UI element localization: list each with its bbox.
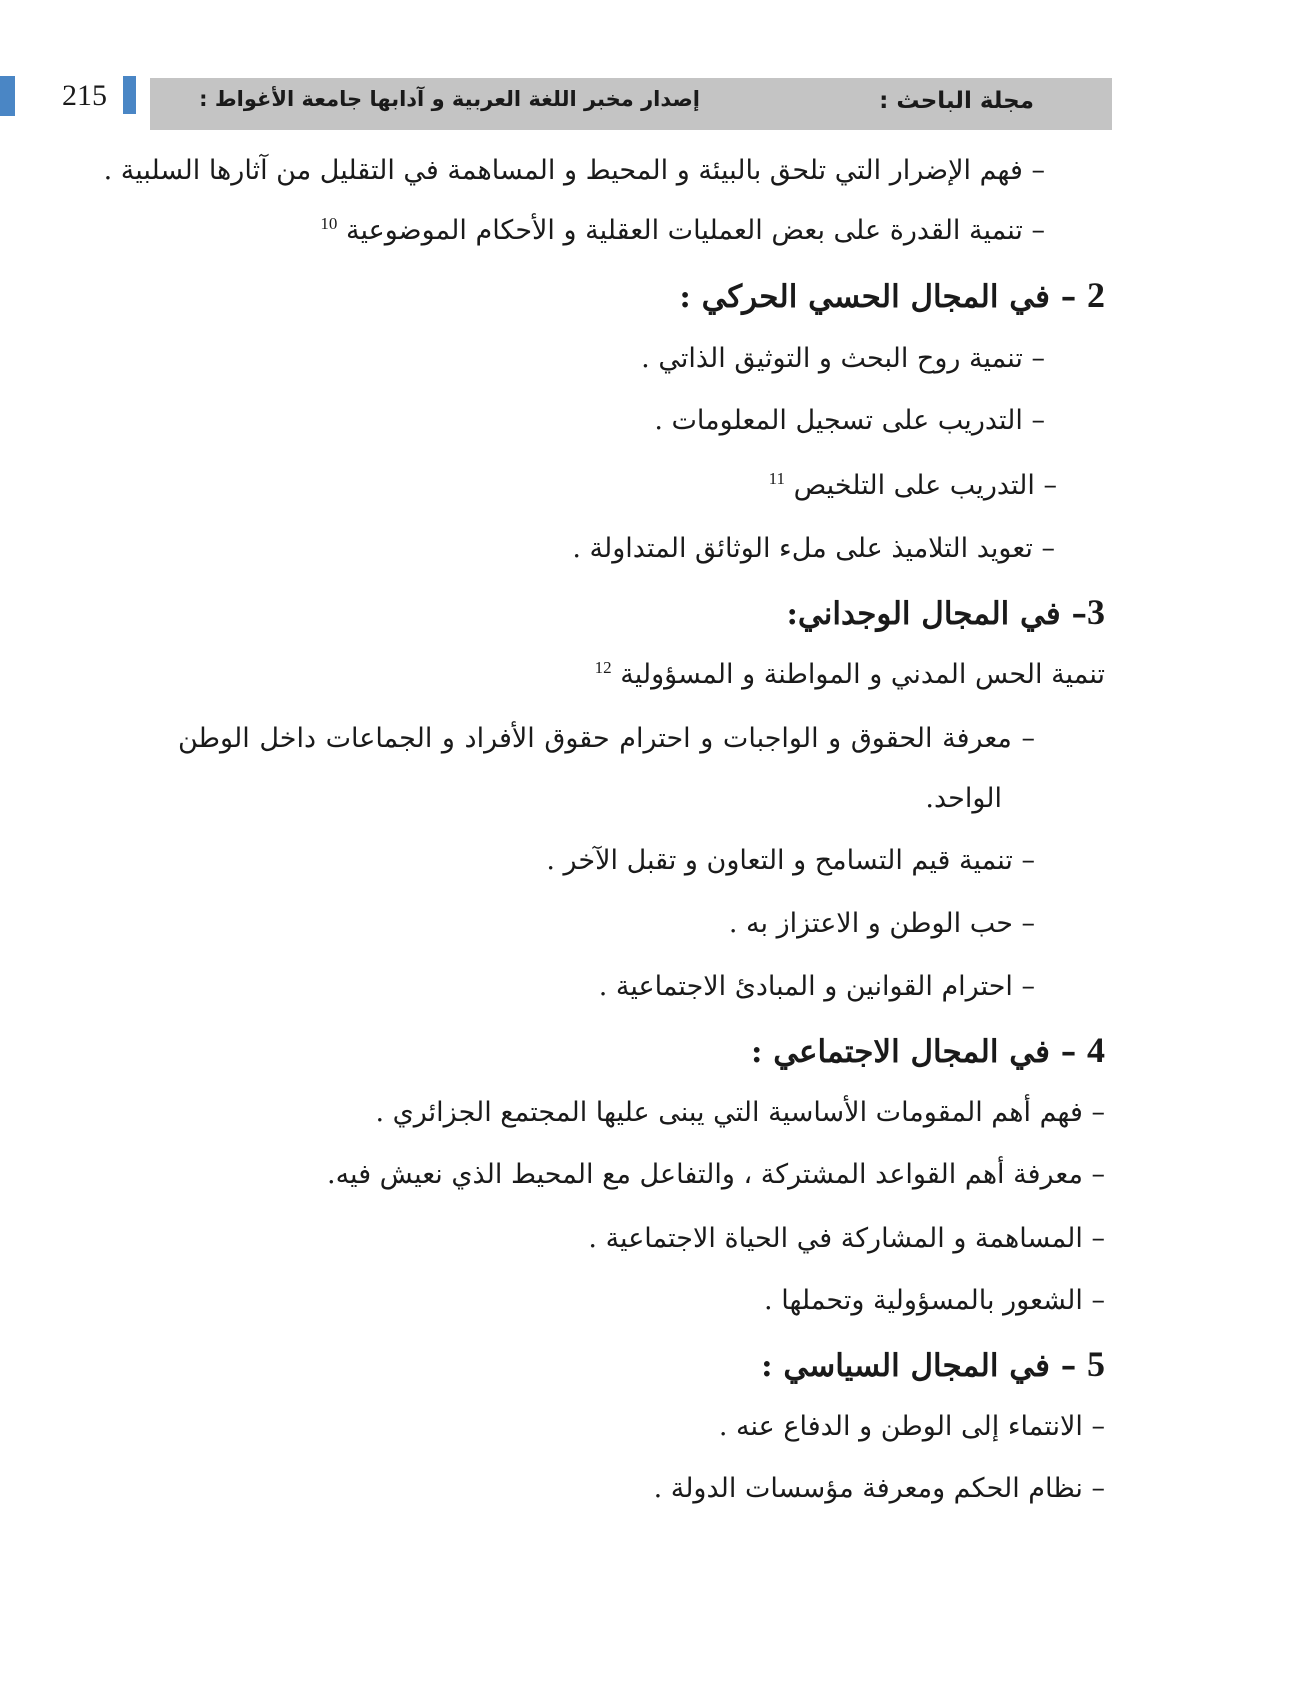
section-title: – في المجال الاجتماعي : [750, 1034, 1087, 1070]
list-item [719, 1406, 1105, 1448]
list-item-text: – حب الوطن و الاعتزاز به . [728, 908, 1035, 939]
list-item [375, 1092, 1105, 1134]
list-item-text: – معرفة أهم القواعد المشتركة ، والتفاعل مع المحيط الذي نعيش فيه. [326, 1159, 1105, 1190]
list-item [654, 400, 1045, 442]
section-number: 4 [1087, 1030, 1105, 1070]
publisher-line: إصدار مخبر اللغة العربية و آدابها جامعة الأغواط : [199, 87, 700, 111]
section-number: 3 [1087, 592, 1105, 632]
list-item [764, 1280, 1105, 1322]
footnote-ref: 11 [768, 469, 786, 488]
list-item-text: – فهم أهم المقومات الأساسية التي يبنى عليها المجتمع الجزائري . [375, 1097, 1105, 1128]
section-intro [595, 654, 1105, 696]
list-item [546, 840, 1035, 882]
page-number: 215 [62, 79, 107, 112]
list-item [641, 338, 1045, 380]
section-heading [786, 590, 1105, 636]
list-item-text: – الشعور بالمسؤولية وتحملها . [764, 1285, 1105, 1316]
list-item-text: – تنمية روح البحث و التوثيق الذاتي . [641, 343, 1045, 374]
list-item [599, 966, 1035, 1008]
list-item [327, 1154, 1105, 1196]
list-item-text: – تعويد التلاميذ على ملء الوثائق المتداولة . [572, 533, 1055, 564]
list-item-text: – فهم الإضرار التي تلحق بالبيئة و المحيط و المساهمة في التقليل من آثارها السلبية . [103, 155, 1045, 186]
list-item-text: الواحد. [925, 783, 1002, 814]
list-item [320, 210, 1045, 252]
list-item-continuation [925, 778, 1002, 820]
list-item-text: – احترام القوانين و المبادئ الاجتماعية . [598, 971, 1035, 1002]
list-item [572, 528, 1055, 570]
list-item-text: – التدريب على تسجيل المعلومات . [654, 405, 1045, 436]
section-number: 5 [1087, 1344, 1105, 1384]
list-item [104, 150, 1045, 192]
section-title: – في المجال الوجداني: [786, 596, 1087, 632]
list-item-text: – نظام الحكم ومعرفة مؤسسات الدولة . [653, 1473, 1105, 1504]
section-heading [761, 1342, 1105, 1388]
section-heading [679, 273, 1105, 319]
list-item-text: – المساهمة و المشاركة في الحياة الاجتماعية . [588, 1223, 1105, 1254]
list-item [178, 718, 1035, 760]
list-item-text: – تنمية القدرة على بعض العمليات العقلية و الأحكام الموضوعية [346, 215, 1045, 246]
list-item-text: – معرفة الحقوق و الواجبات و احترام حقوق الأفراد و الجماعات داخل الوطن [178, 723, 1035, 754]
list-item [729, 903, 1035, 945]
section-number: 2 [1087, 275, 1105, 315]
list-item-text: – التدريب على التلخيص [793, 470, 1057, 501]
section-title: – في المجال السياسي : [761, 1348, 1087, 1384]
list-item [588, 1218, 1105, 1260]
footnote-ref: 12 [594, 658, 612, 677]
journal-title: مجلة الباحث : [879, 88, 1034, 114]
list-item [654, 1468, 1105, 1510]
list-item-text: – تنمية قيم التسامح و التعاون و تقبل الآخر . [546, 845, 1035, 876]
list-item [769, 465, 1057, 507]
section-title: – في المجال الحسي الحركي : [679, 279, 1087, 315]
footnote-ref: 10 [320, 214, 338, 233]
list-item-text: – الانتماء إلى الوطن و الدفاع عنه . [718, 1411, 1105, 1442]
section-heading [751, 1028, 1105, 1074]
intro-text: تنمية الحس المدني و المواطنة و المسؤولية [620, 659, 1105, 690]
